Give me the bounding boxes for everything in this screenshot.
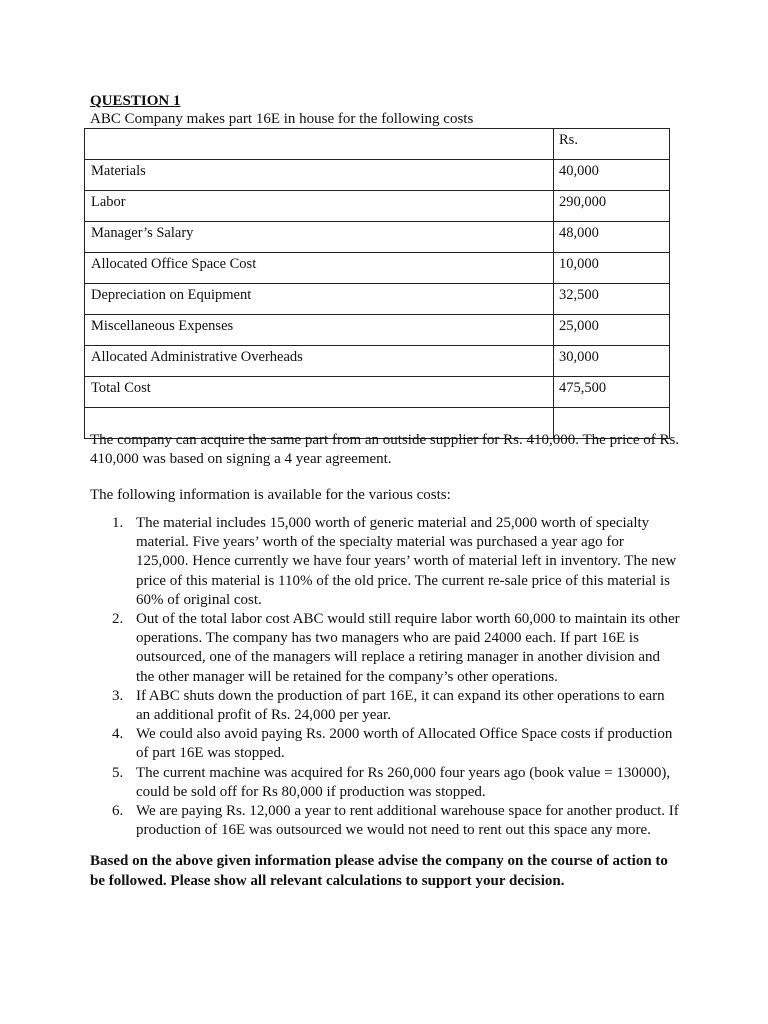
cost-amount: 290,000: [554, 191, 670, 222]
cost-item: Depreciation on Equipment: [85, 284, 554, 315]
list-item: [90, 725, 680, 763]
list-item-text: The material includes 15,000 worth of generic material and 25,000 worth of specialty material. Five years’ worth of the specialty material was purchased a year ago for 125,000. Hence currently we have four years’ worth of material left in inventory. The new price of this material is 110% of the old price. The current re-sale price of this material is 60% of original cost.: [136, 515, 677, 608]
table-row: [85, 284, 670, 315]
info-list: [90, 514, 680, 840]
list-item-number: 3.: [112, 687, 124, 704]
question-intro: ABC Company makes part 16E in house for the following costs: [90, 111, 474, 127]
list-item-text: The current machine was acquired for Rs 260,000 four years ago (book value = 130000), could be sold off for Rs 80,000 if production was stopped.: [136, 764, 671, 800]
supplier-paragraph: The company can acquire the same part from an outside supplier for Rs. 410,000. The price of Rs. 410,000 was based on signing a 4 year agreement.: [90, 432, 680, 467]
list-item-text: We could also avoid paying Rs. 2000 worth of Allocated Office Space costs if production of part 16E was stopped.: [136, 726, 673, 762]
cost-item: Materials: [85, 160, 554, 191]
cost-item: Allocated Administrative Overheads: [85, 346, 554, 377]
cost-item: Labor: [85, 191, 554, 222]
table-header-row: [85, 129, 670, 160]
table-row: [85, 253, 670, 284]
instruction-text: Based on the above given information please advise the company on the course of action to be followed. Please show all relevant calculations to support your decision.: [90, 853, 668, 889]
table-row: [85, 191, 670, 222]
list-item-text: We are paying Rs. 12,000 a year to rent additional warehouse space for another product. If production of 16E was outsourced we would not need to rent out this space any more.: [136, 803, 679, 839]
cost-amount: 40,000: [554, 160, 670, 191]
cost-amount: 30,000: [554, 346, 670, 377]
list-item: [90, 687, 680, 725]
table-row: [85, 346, 670, 377]
question-title: QUESTION 1: [90, 93, 181, 109]
list-item: [90, 802, 680, 840]
cost-amount: 25,000: [554, 315, 670, 346]
list-item: [90, 514, 680, 610]
list-item-text: Out of the total labor cost ABC would still require labor worth 60,000 to maintain its other operations. The company has two managers who are paid 24000 each. If part 16E is outsourced, one of the managers will replace a retiring manager in another division and the other manager will be retained for the company’s other operations.: [136, 611, 680, 685]
cost-item: Miscellaneous Expenses: [85, 315, 554, 346]
table-row: [85, 315, 670, 346]
table-row: [85, 160, 670, 191]
table-row-total: [85, 377, 670, 408]
list-item-number: 1.: [112, 515, 124, 531]
list-item-number: 2.: [112, 611, 124, 628]
table-row: [85, 222, 670, 253]
info-intro: The following information is available for the various costs:: [90, 487, 451, 503]
cost-amount: 48,000: [554, 222, 670, 253]
cost-item: Manager’s Salary: [85, 222, 554, 253]
list-item-number: 4.: [112, 726, 124, 743]
currency-header: Rs.: [554, 129, 670, 160]
cost-item: Total Cost: [85, 377, 554, 408]
table-header-empty-cell: [85, 129, 554, 160]
cost-amount: 10,000: [554, 253, 670, 284]
list-item-number: 5.: [112, 764, 124, 781]
list-item: [90, 610, 680, 687]
cost-item: Allocated Office Space Cost: [85, 253, 554, 284]
cost-table: [84, 128, 670, 439]
list-item: [90, 764, 680, 802]
cost-amount: 32,500: [554, 284, 670, 315]
cost-amount: 475,500: [554, 377, 670, 408]
list-item-text: If ABC shuts down the production of part 16E, it can expand its other operations to earn an additional profit of Rs. 24,000 per year.: [136, 687, 665, 724]
list-item-number: 6.: [112, 803, 124, 820]
